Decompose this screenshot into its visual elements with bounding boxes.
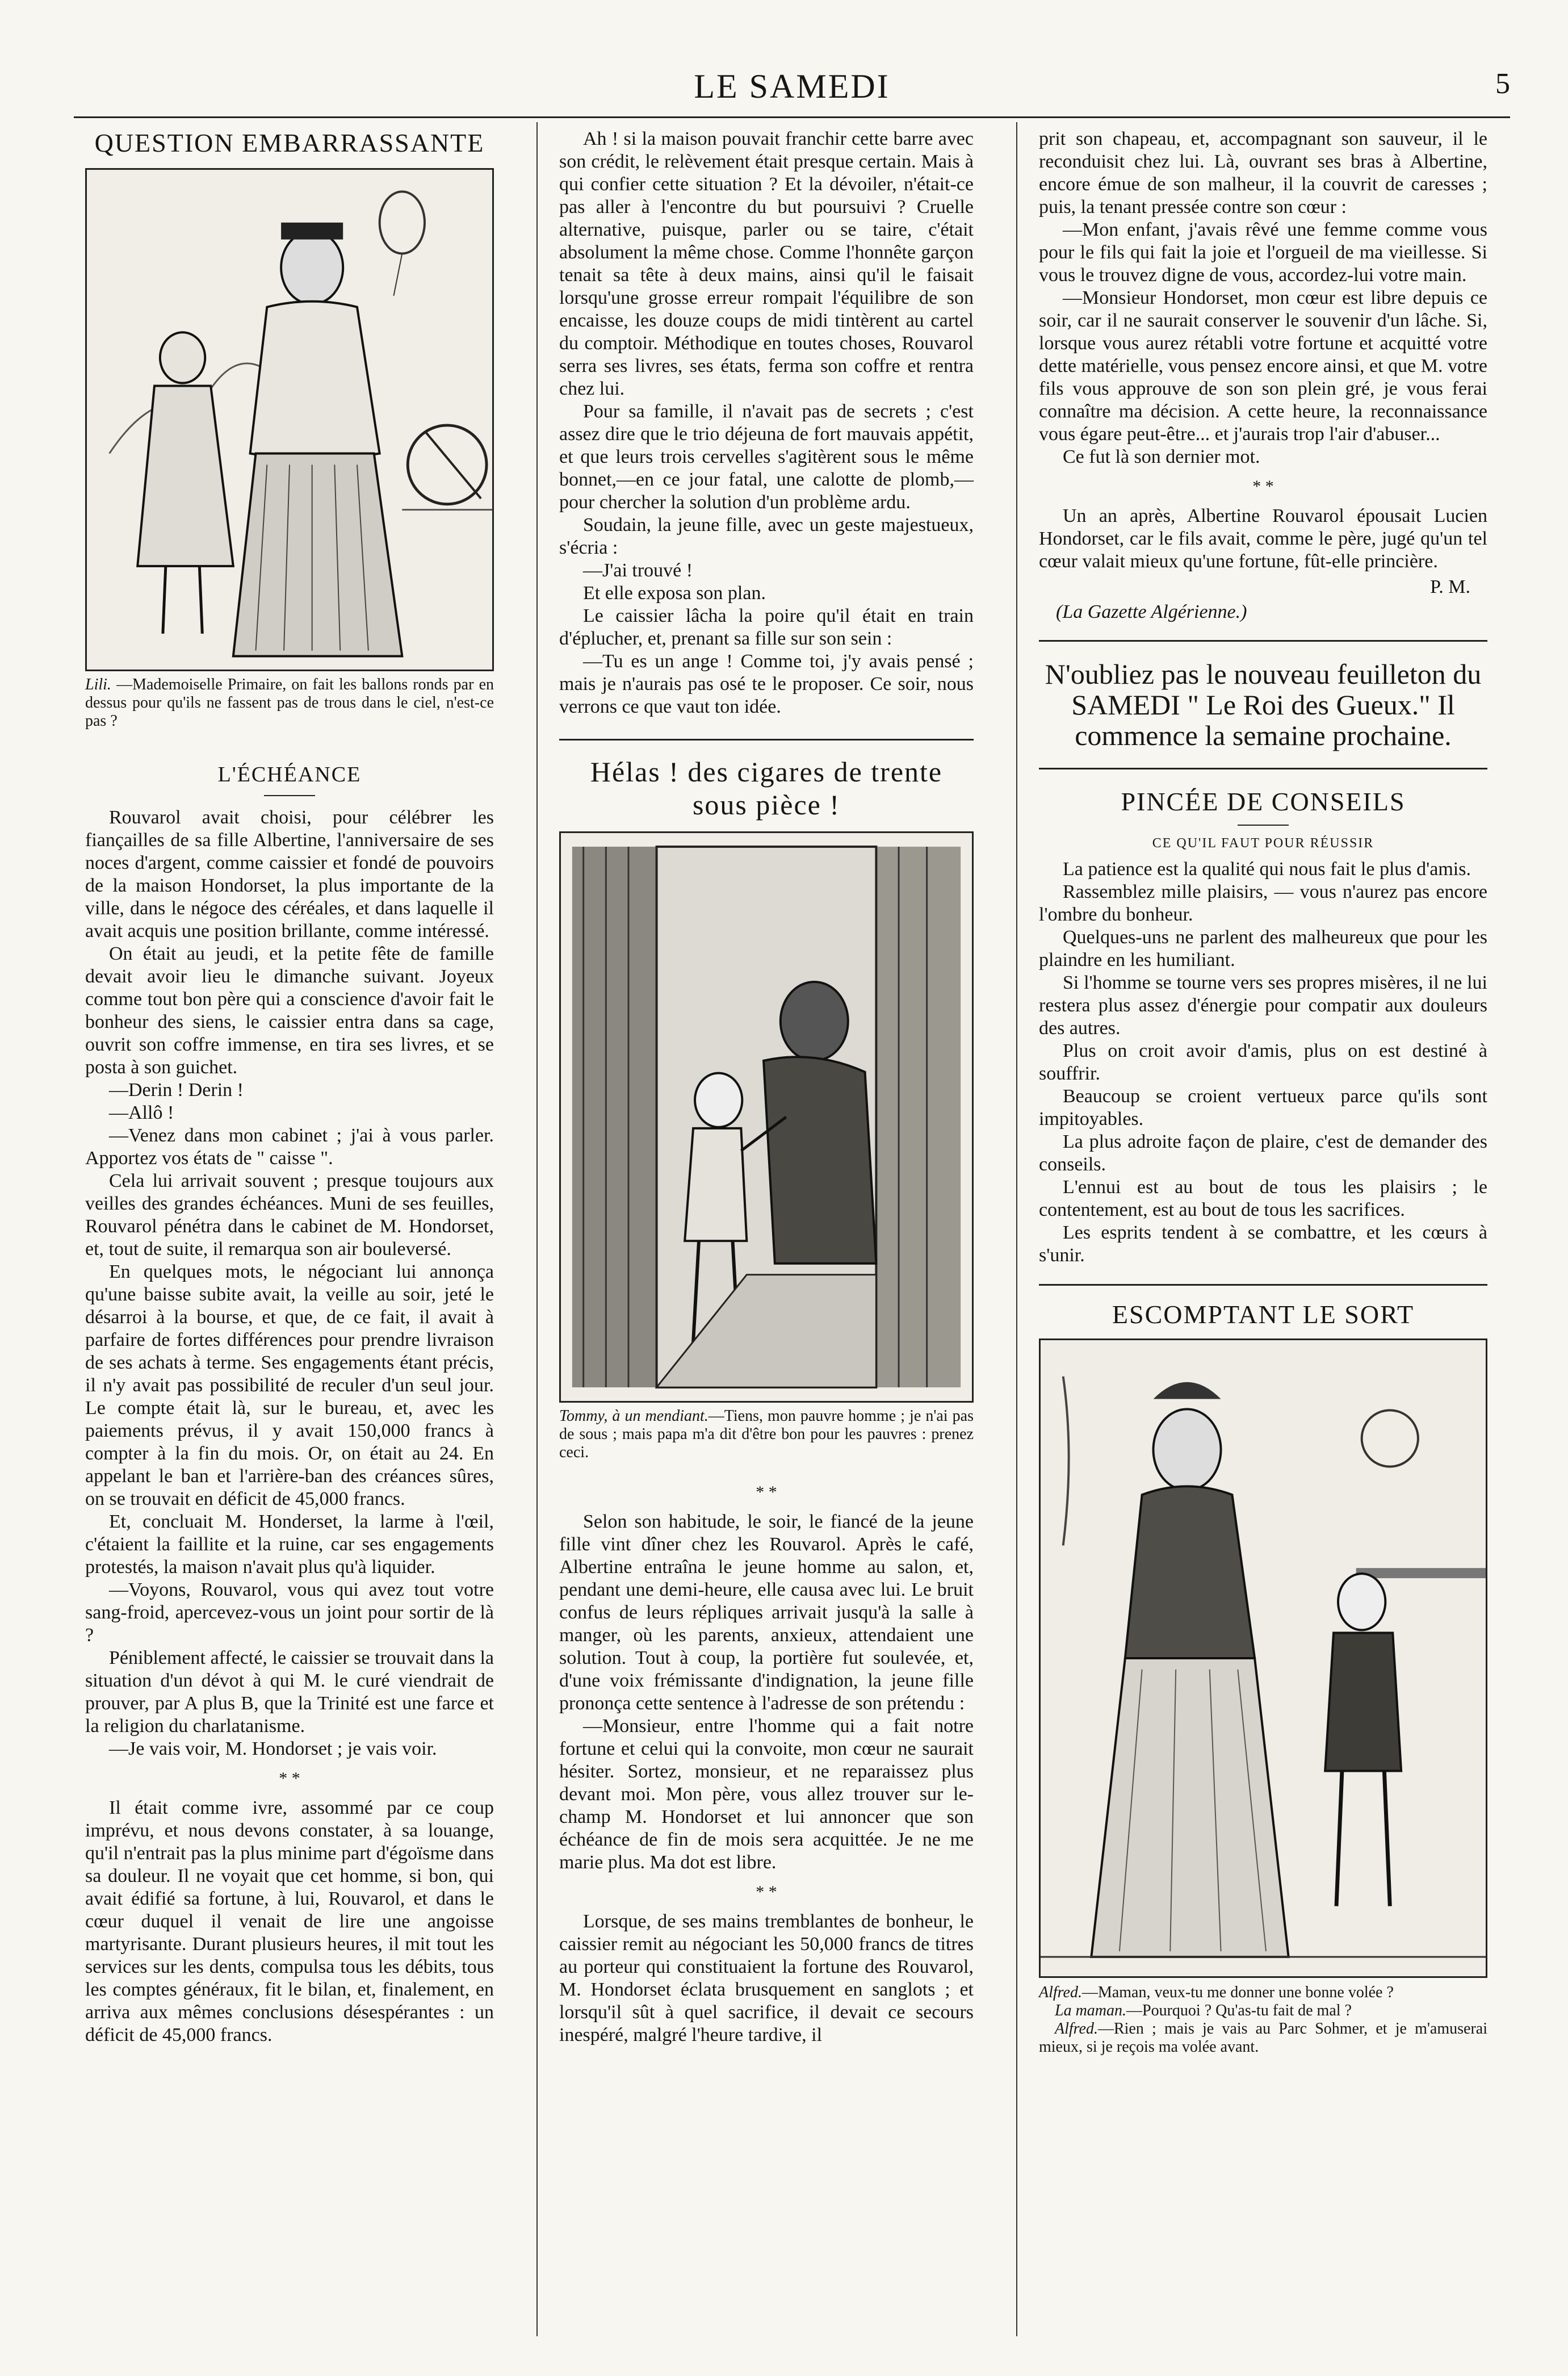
cartoon2-title: Hélas ! des cigares de trente sous pièce ! [590, 756, 943, 821]
cartoon1-caption-text: —Mademoiselle Primaire, on fait les ballons ronds par en dessus pour qu'ils ne fassent pas de trous dans le ciel, n'est-ce pas ? [85, 676, 494, 730]
advice-item: Quelques-uns ne parlent des malheureux que pour les plaindre en les humiliant. [1039, 927, 1487, 971]
cartoon3-caption-line [1039, 2002, 1487, 2020]
section-break: * * [279, 1769, 300, 1788]
story-source: (La Gazette Algérienne.) [1056, 601, 1247, 622]
story-paragraph: —Allô ! [109, 1102, 174, 1123]
story-paragraph: —Derin ! Derin ! [109, 1080, 244, 1101]
advice-title-rule [1238, 825, 1289, 826]
page-number: 5 [1495, 68, 1510, 100]
cartoon3-speaker: Alfred. [1055, 2020, 1098, 2038]
story-paragraph: Et, concluait M. Honderset, la larme à l'œil, c'étaient la faillite et la ruine, car ses engagements protestés, la maison n'avait plus qu'à liquider. [85, 1511, 494, 1578]
story-paragraph: —Voyons, Rouvarol, vous qui avez tout votre sang-froid, apercevez-vous un joint pour sortir de là ? [85, 1579, 494, 1646]
story-paragraph: —Monsieur Hondorset, mon cœur est libre depuis ce soir, car il ne saurait conserver le souvenir d'un lâche. Si, lorsque vous aurez rétabli votre fortune et acquitté votre dette matérielle, vous pensez encore ainsi, et que M. votre fils vous approuve de son son plein gré, je vous ferai connaître ma décision. A cette heure, la reconnaissance vous égare peut-être... et j'aurais trop l'air d'abuser... [1039, 287, 1487, 445]
story-paragraph: Cela lui arrivait souvent ; presque toujours aux veilles des grandes échéances. Muni de ses feuilles, Rouvarol pénétra dans le cabinet de M. Hondorset, et, tout de suite, il remarqua son air bouleversé. [85, 1170, 494, 1260]
story-paragraph: Le caissier lâcha la poire qu'il était en train d'éplucher, et, prenant sa fille sur son sein : [559, 605, 974, 649]
story-paragraph: Ah ! si la maison pouvait franchir cette barre avec son crédit, le relèvement était presque certain. Mais à qui confier cette situation ? Et la dévoiler, n'était-ce pas aller à l'encontre du but poursuivi ? Cruelle alternative, puisque, parler ou se taire, c'était absolument la même chose. Comme l'honnête garçon tenait sa tête à deux mains, ainsi qu'il le faisait lorsqu'une grosse erreur rompait l'équilibre de son encaisse, les douze coups de midi tintèrent au cartel du comptoir. Méthodique en toutes choses, Rouvarol serra ses livres, ses états, ferma son coffre et rentra chez lui. [559, 128, 974, 399]
masthead-rule [74, 116, 1510, 118]
cartoon1-speaker: Lili. [85, 676, 111, 693]
advice-subtitle: CE QU'IL FAUT POUR RÉUSSIR [1152, 836, 1374, 851]
cartoon2-caption-text: —Tiens, mon pauvre homme ; je n'ai pas de sous ; mais papa m'a dit d'être bon pour les pauvres : prenez ceci. [559, 1407, 974, 1461]
cartoon3-title: ESCOMPTANT LE SORT [1112, 1300, 1415, 1329]
mother-son-drawing [1041, 1340, 1486, 1976]
column-2 [559, 128, 974, 2047]
story-paragraph: Rouvarol avait choisi, pour célébrer les fiançailles de sa fille Albertine, l'anniversaire de ses noces d'argent, comme caissier et fondé de pouvoirs de la maison Hondorset, la plus importante de la ville, dans le négoce des céréales, et dans laquelle il avait acquis une position brillante, comme intéressé. [85, 807, 494, 942]
masthead [74, 67, 1510, 112]
advice-item: Plus on croit avoir d'amis, plus on est destiné à souffrir. [1039, 1040, 1487, 1084]
cartoon2-caption [559, 1407, 974, 1462]
boy-beggar-doorway-drawing [561, 833, 972, 1401]
cartoon3-speaker: La maman. [1055, 2002, 1127, 2019]
story-paragraph: Un an après, Albertine Rouvarol épousait Lucien Hondorset, car le fils avait, comme le père, jugé qu'un tel cœur valait mieux qu'une fortune, fût-elle princière. [1039, 505, 1487, 572]
section-break: * * [756, 1883, 777, 1901]
story-paragraph: Il était comme ivre, assommé par ce coup imprévu, et nous devons constater, à sa louange, qu'il n'entrait pas la plus minime part d'égoïsme dans sa douleur. Il ne voyait que cet homme, si bon, qui avait édifié sa fortune, à lui, Rouvarol, et dans le cœur duquel il venait de lire une angoisse martyrisante. Durant plusieurs heures, il mit tout les services sur les dents, compulsa tous les débits, tous les comptes généraux, fit le bilan, et, finalement, en arriva aux mêmes conclusions désespérantes : un déficit de 45,000 francs. [85, 1797, 494, 2045]
column-rule-1 [536, 122, 538, 2336]
story-paragraph: prit son chapeau, et, accompagnant son sauveur, il le reconduisit chez lui. Là, ouvrant ses bras à Albertine, encore émue de son malheur, il la couvrit de caresses ; puis, la tenant pressée contre son cœur : [1039, 128, 1487, 217]
cartoon1-title: QUESTION EMBARRASSANTE [94, 128, 485, 157]
advice-item: Les esprits tendent à se combattre, et les cœurs à s'unir. [1039, 1222, 1487, 1266]
advice-item: Si l'homme se tourne vers ses propres misères, il ne lui restera plus assez d'énergie pour compatir aux douleurs des autres. [1039, 972, 1487, 1039]
cartoon2-illustration [559, 831, 974, 1403]
story-paragraph: —Monsieur, entre l'homme qui a fait notre fortune et celui qui la convoite, mon cœur ne saurait hésiter. Sortez, monsieur, et ne reparaissez plus devant moi. Mon père, vous allez trouver sur le-champ M. Hondorset et lui annoncer que son échéance de fin de mois sera acquittée. Je ne me marie plus. Ma dot est libre. [559, 1716, 974, 1873]
story-paragraph: —Venez dans mon cabinet ; j'ai à vous parler. Apportez vos états de " caisse ". [85, 1125, 494, 1169]
cartoon3-caption-line [1039, 1984, 1487, 2002]
cartoon1-illustration [85, 168, 494, 671]
section-break: * * [756, 1483, 777, 1501]
cartoon2-rule [559, 739, 974, 741]
advice-item: Rassemblez mille plaisirs, — vous n'aurez pas encore l'ombre du bonheur. [1039, 881, 1487, 925]
announcement-rule-top [1039, 640, 1487, 642]
column-rule-2 [1016, 122, 1017, 2336]
cartoon3-illustration [1039, 1338, 1487, 1978]
advice-item: L'ennui est au bout de tous les plaisirs ; le contentement, est au bout de tous les sacrifices. [1039, 1177, 1487, 1220]
cartoon3-caption-text: —Maman, veux-tu me donner une bonne volée ? [1081, 1984, 1394, 2001]
story-paragraph: On était au jeudi, et la petite fête de famille devait avoir lieu le dimanche suivant. Joyeux comme tout bon père qui a conscience d'avoir fait le bonheur des siens, le caissier entra dans sa cage, ouvrit son coffre immense, en tira ses livres, et se posta à son guichet. [85, 943, 494, 1078]
story-paragraph: Pour sa famille, il n'avait pas de secrets ; c'est assez dire que le trio déjeuna de fort mauvais appétit, et que leurs trois cervelles s'agitèrent sous le même bonnet,—en ce jour fatal, une calotte de plomb,—pour chercher la solution d'un problème ardu. [559, 401, 974, 513]
newspaper-title: LE SAMEDI [694, 68, 890, 105]
advice-item: La plus adroite façon de plaire, c'est de demander des conseils. [1039, 1131, 1487, 1175]
story-paragraph: —J'ai trouvé ! [583, 560, 693, 581]
story-paragraph: En quelques mots, le négociant lui annonça qu'une baisse subite avait, la veille au soir, jeté le désarroi à la bourse, et que, de ce fait, il avait à parfaire de fortes différences pour prendre livraison de ses achats à terme. Ses engagements étant précis, il n'y avait pas possibilité de reculer d'un seul jour. Le compte était là, sur le bureau, et, avec les paiements prévus, il y avait 150,000 francs à compter à la fin du mois. Or, on était au 24. En appelant le ban et l'arrière-ban des créances sûres, on se trouvait en déficit de 45,000 francs. [85, 1261, 494, 1509]
story-paragraph: Selon son habitude, le soir, le fiancé de la jeune fille vint dîner chez les Rouvarol. Après le café, Albertine entraîna le jeune homme au salon, et, pendant une demi-heure, elle causa avec lui. Le bruit confus de leurs répliques arrivait jusqu'à la salle à manger, où les parents, anxieux, attendaient une solution. Tout à coup, la portière fut soulevée, et, d'une voix frémissante d'indignation, la jeune fille prononça cette sentence à l'adresse de son prétendu : [559, 1511, 974, 1714]
advice-item: Beaucoup se croient vertueux parce qu'ils sont impitoyables. [1039, 1086, 1487, 1130]
story-paragraph: Et elle exposa son plan. [583, 583, 766, 604]
story-paragraph: Lorsque, de ses mains tremblantes de bonheur, le caissier remit au négociant les 50,000 francs de titres au porteur qui constituaient la fortune des Rouvarol, M. Hondorset éclata brusquement en sanglots ; et lorsqu'il sût à quel sacrifice, il devait ce secours inespéré, malgré l'heure tardive, il [559, 1911, 974, 2045]
story-paragraph: Péniblement affecté, le caissier se trouvait dans la situation d'un dévot à qui M. le curé viendrait de prouver, par A plus B, que la Trinité est une farce et la religion du charlatanisme. [85, 1647, 494, 1737]
story-paragraph: Ce fut là son dernier mot. [1063, 446, 1260, 467]
cartoon3-caption-text: —Pourquoi ? Qu'as-tu fait de mal ? [1126, 2002, 1352, 2019]
cartoon3-caption-line [1039, 2020, 1487, 2056]
story-title: L'ÉCHÉANCE [217, 763, 362, 787]
cartoon2-speaker: Tommy, à un mendiant. [559, 1407, 708, 1425]
story-paragraph: —Mon enfant, j'avais rêvé une femme comme vous pour le fils qui fait la joie et l'orgueil de ma vieillesse. Si vous le trouvez digne de vous, accordez-lui votre main. [1039, 219, 1487, 286]
story-paragraph: Soudain, la jeune fille, avec un geste majestueux, s'écria : [559, 514, 974, 558]
column-1 [85, 128, 494, 2047]
feuilleton-announcement: N'oubliez pas le nouveau feuilleton du SAMEDI " Le Roi des Gueux." Il commence la semaine prochaine. [1045, 658, 1482, 751]
story-paragraph: —Tu es un ange ! Comme toi, j'y avais pensé ; mais je n'aurais pas osé te le proposer. Ce soir, nous verrons ce que vaut ton idée. [559, 651, 974, 717]
cartoon1-caption [85, 676, 494, 730]
advice-item: La patience est la qualité qui nous fait le plus d'amis. [1063, 859, 1471, 880]
story-paragraph: —Je vais voir, M. Hondorset ; je vais voir. [109, 1738, 437, 1759]
advice-title: PINCÉE DE CONSEILS [1121, 787, 1406, 816]
cartoon3-caption-text: —Rien ; mais je vais au Parc Sohmer, et je m'amuserai mieux, si je reçois ma volée avant. [1039, 2020, 1487, 2056]
schoolmistress-girl-drawing [87, 170, 492, 670]
story-title-rule [264, 795, 315, 796]
story-signature: P. M. [1430, 576, 1470, 597]
column-3 [1039, 128, 1487, 2056]
announcement-rule-bottom [1039, 768, 1487, 769]
cartoon3-rule [1039, 1284, 1487, 1286]
section-break: * * [1252, 477, 1274, 496]
cartoon3-speaker: Alfred. [1039, 1984, 1082, 2001]
